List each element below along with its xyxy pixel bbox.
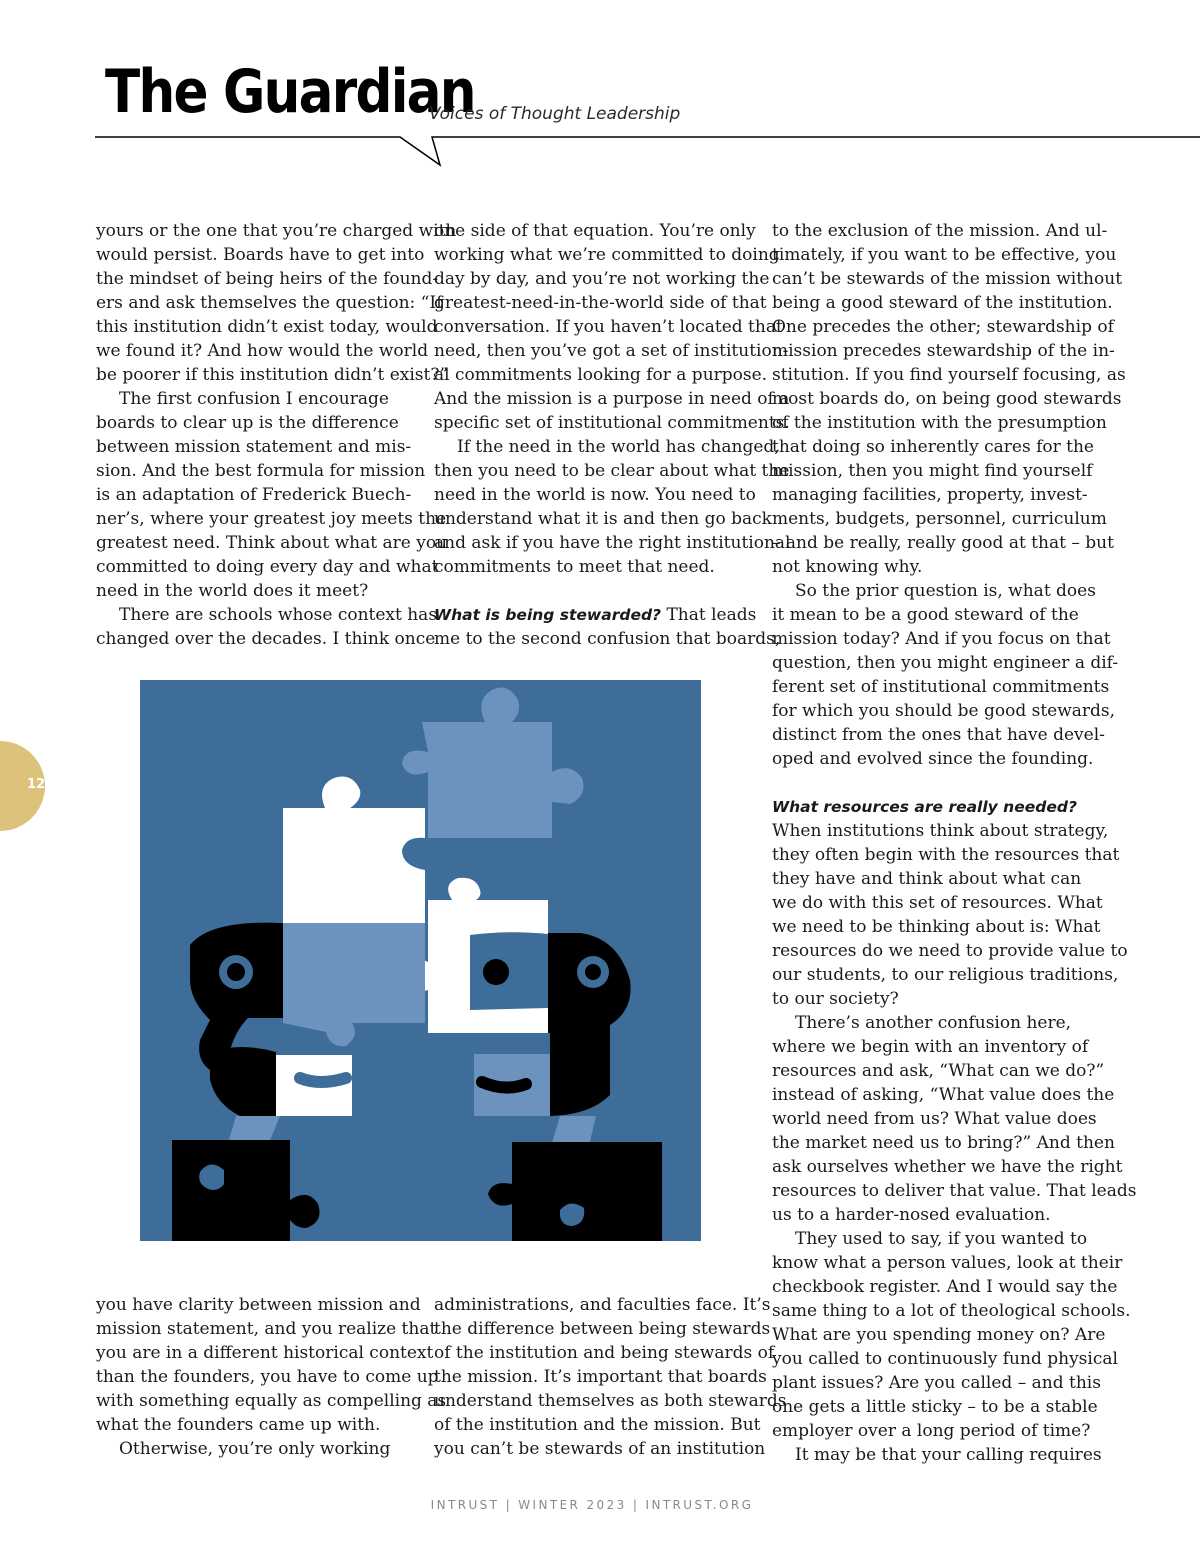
text-line: stitution. If you find yourself focusing, as [772,365,1126,385]
column-1-top [96,219,457,651]
column-1-bottom [96,1293,447,1461]
text-line: they often begin with the resources that [772,845,1120,865]
column-3 [772,219,1137,1467]
text-line: So the prior question is, what does [795,581,1096,601]
text-line: is an adaptation of Frederick Buech- [96,485,412,505]
text-line: oped and evolved since the founding. [772,749,1094,769]
text-line: ments, budgets, personnel, curriculum [772,509,1107,529]
text-line: timately, if you want to be effective, you [772,245,1117,265]
text-line: know what a person values, look at their [772,1253,1123,1273]
text-line: not knowing why. [772,557,923,577]
text-line: that doing so inherently cares for the [772,437,1094,457]
text-line: understand what it is and then go back [434,509,772,529]
text-line: need in the world is now. You need to [434,485,756,505]
masthead-title: The Guardian [105,57,475,127]
text-line: between mission statement and mis- [96,437,412,457]
text-line: Otherwise, you’re only working [119,1439,391,1459]
text-line: day by day, and you’re not working the [434,269,770,289]
text-line: world need from us? What value does [772,1109,1097,1129]
text-line: ner’s, where your greatest joy meets the [96,509,447,529]
text-line: There are schools whose context has [119,605,438,625]
text-line: There’s another confusion here, [795,1013,1072,1033]
subheading: What is being stewarded? [434,606,662,624]
text-line: the mission. It’s important that boards [434,1367,767,1387]
text-line: plant issues? Are you called – and this [772,1373,1101,1393]
text-line: employer over a long period of time? [772,1421,1091,1441]
text-line: same thing to a lot of theological schools. [772,1301,1131,1321]
text-line: need in the world does it meet? [96,581,369,601]
text-line: mission today? And if you focus on that [772,629,1111,649]
text-line: It may be that your calling requires [795,1445,1102,1465]
text-line: managing facilities, property, invest- [772,485,1088,505]
text-line: most boards do, on being good stewards [772,389,1122,409]
text-line: ers and ask themselves the question: “If [96,293,443,313]
text-line: conversation. If you haven’t located that [434,317,783,337]
subheading-line [434,603,757,627]
text-line: of the institution with the presumption [772,413,1107,433]
text-line: ask ourselves whether we have the right [772,1157,1123,1177]
text-line: – and be really, really good at that – but [772,533,1114,553]
text-line: yours or the one that you’re charged with [96,221,457,241]
text-line: working what we’re committed to doing [434,245,780,265]
text-line: mission precedes stewardship of the in- [772,341,1115,361]
footer: INTRUST | WINTER 2023 | INTRUST.ORG [430,1498,754,1512]
text-line: specific set of institutional commitments. [434,413,790,433]
text-line: They used to say, if you wanted to [795,1229,1088,1249]
puzzle-faces-illustration [140,680,701,1241]
text-line: one side of that equation. You’re only [434,221,756,241]
text-line: resources to deliver that value. That leads [772,1181,1137,1201]
text-line: our students, to our religious traditions, [772,965,1119,985]
text-line: than the founders, you have to come up [96,1367,439,1387]
text-line: resources and ask, “What can we do?” [772,1061,1105,1081]
text-line: to our society? [772,989,899,1009]
text-line: you are in a different historical context [96,1343,434,1363]
text-line: you called to continuously fund physical [772,1349,1118,1369]
subheading: What resources are really needed? [772,798,1077,816]
text-line: al commitments looking for a purpose. [434,365,768,385]
text-line: would persist. Boards have to get into [96,245,425,265]
text-line: When institutions think about strategy, [772,821,1109,841]
text-line: sion. And the best formula for mission [96,461,426,481]
text-line: instead of asking, “What value does the [772,1085,1115,1105]
text-line: we need to be thinking about is: What [772,917,1101,937]
text-line: you can’t be stewards of an institution [434,1439,766,1459]
text-line: you have clarity between mission and [96,1295,421,1315]
text-line: mission, then you might find yourself [772,461,1093,481]
text-line: of the institution and the mission. But [434,1415,761,1435]
text-line: greatest-need-in-the-world side of that [434,293,767,313]
text-line: be poorer if this institution didn’t exist?” [96,365,449,385]
text-line: checkbook register. And I would say the [772,1277,1118,1297]
text-line: question, then you might engineer a dif- [772,653,1119,673]
text-line: with something equally as compelling as [96,1391,447,1411]
column-2-top [434,219,791,651]
text-line: can’t be stewards of the mission without [772,269,1123,289]
text-line: What are you spending money on? Are [772,1325,1106,1345]
text-line: to the exclusion of the mission. And ul- [772,221,1108,241]
masthead-rule [0,128,1200,170]
text-line: us to a harder-nosed evaluation. [772,1205,1051,1225]
text-line: mission statement, and you realize that [96,1319,437,1339]
text-line: committed to doing every day and what [96,557,439,577]
text-line: where we begin with an inventory of [772,1037,1089,1057]
text-line: resources do we need to provide value to [772,941,1128,961]
text-line: And the mission is a purpose in need of a [434,389,790,409]
text-line: this institution didn’t exist today, would [96,317,438,337]
text-line: administrations, and faculties face. It’s [434,1295,771,1315]
text-line: ferent set of institutional commitments [772,677,1110,697]
text-line: and ask if you have the right institutional [434,533,791,553]
text-line: one gets a little sticky – to be a stable [772,1397,1098,1417]
page-number: 12 [27,777,46,792]
text-line: The first confusion I encourage [119,389,389,409]
text-line: greatest need. Think about what are you [96,533,448,553]
text-line: we found it? And how would the world [96,341,429,361]
text-line: the market need us to bring?” And then [772,1133,1115,1153]
text-line: distinct from the ones that have devel- [772,725,1105,745]
text-line: for which you should be good stewards, [772,701,1116,721]
text-line: what the founders came up with. [96,1415,381,1435]
text-line: understand themselves as both stewards [434,1391,787,1411]
text-line: One precedes the other; stewardship of [772,317,1114,337]
text-line: then you need to be clear about what the [434,461,790,481]
text-line: being a good steward of the institution. [772,293,1113,313]
text-line: it mean to be a good steward of the [772,605,1079,625]
text-line: changed over the decades. I think once [96,629,436,649]
text-line: of the institution and being stewards of [434,1343,775,1363]
text-line: the difference between being stewards [434,1319,771,1339]
column-2-bottom [434,1293,787,1461]
text-line: they have and think about what can [772,869,1082,889]
text-line: boards to clear up is the difference [96,413,399,433]
text-line: commitments to meet that need. [434,557,715,577]
text-line: the mindset of being heirs of the found- [96,269,439,289]
text-line: me to the second confusion that boards, [434,629,781,649]
text-line: we do with this set of resources. What [772,893,1103,913]
text-fragment: That leads [666,605,757,625]
masthead-subtitle: Voices of Thought Leadership [429,104,681,124]
text-line: need, then you’ve got a set of institution- [434,341,789,361]
text-line: If the need in the world has changed, [457,437,780,457]
